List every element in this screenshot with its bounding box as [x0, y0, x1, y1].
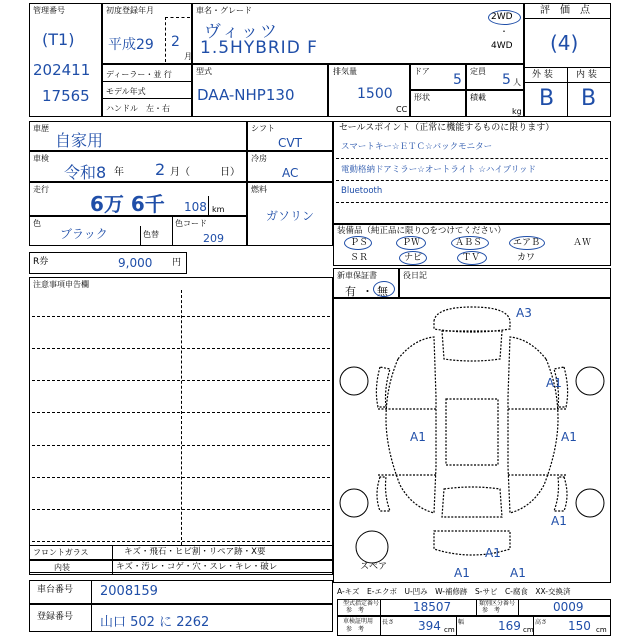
record-label: 役日記 — [403, 271, 427, 280]
selling-dash-3 — [336, 202, 608, 203]
color-sep2 — [172, 216, 173, 246]
notes-row-4 — [32, 412, 330, 413]
fuel-value: ガソリン — [266, 209, 315, 223]
height-unit: cm — [596, 626, 607, 634]
notes-row-7 — [32, 509, 330, 510]
plate-label: 登録番号 — [37, 612, 74, 622]
diagram-wheel-fr — [576, 367, 604, 395]
width-value: 169 — [498, 619, 521, 633]
diagram-rear-window — [442, 487, 502, 517]
mileage-value: 6万 6千 — [90, 192, 165, 216]
glass-label: フロントガラス — [33, 548, 89, 557]
eval-score: (4) — [550, 31, 579, 55]
width-label: 幅 — [458, 619, 465, 626]
model-year-label: モデル年式 — [106, 87, 146, 96]
spare-label: スペア — [360, 562, 388, 572]
notes-row-8 — [32, 541, 330, 542]
class-label: 類別区分番号 — [479, 600, 516, 607]
registration-label: 初度登録年月 — [106, 6, 154, 15]
dim-sep-2 — [456, 616, 457, 636]
aircon-value: AC — [282, 166, 299, 180]
registration-era: 平成29 — [108, 37, 154, 53]
class-sep2 — [518, 599, 519, 616]
selling-line-1: スマートキー☆ＥＴＣ☆バックモニター — [341, 142, 493, 152]
class-value: 0009 — [553, 600, 584, 614]
car-name-label: 車名・グレード — [196, 6, 252, 15]
inspection-era: 令和8 — [64, 163, 107, 182]
notes-row-2 — [32, 348, 330, 349]
registration-month: 2 — [171, 34, 180, 50]
equip-aw: ＡＷ — [573, 238, 592, 248]
damage-rear-bumper-1: A1 — [485, 546, 501, 560]
class-sep — [476, 599, 477, 616]
equip-abs-circle — [451, 236, 489, 250]
gloss-label: 色替 — [143, 230, 159, 239]
interior-note-value: キズ・汚レ・コゲ・穴・スレ・キレ・破レ — [116, 562, 278, 572]
diagram-front-bumper — [434, 307, 510, 332]
category-value: 自家用 — [55, 131, 104, 150]
damage-right-door: A1 — [561, 430, 577, 444]
shift-label: シフト — [251, 124, 275, 133]
diagram-wheel-fl — [340, 367, 368, 395]
recycle-value: 9,000 — [118, 256, 153, 270]
selling-label: セールスポイント（正常に機能するものに限ります） — [339, 123, 555, 133]
designation-label: 型式指定番号 — [343, 600, 380, 607]
reg-dash-v — [165, 17, 166, 62]
displacement-unit: CC — [396, 105, 408, 114]
handle-label: ハンドル 左・右 — [106, 104, 170, 113]
height-label: 高さ — [535, 619, 548, 626]
capacity-label: 定員 — [470, 67, 486, 76]
load-unit: kg — [512, 107, 522, 116]
damage-front-bumper: A3 — [516, 306, 532, 320]
dim-sep-1 — [380, 616, 381, 636]
doors-label: ドア — [414, 67, 430, 76]
selling-line-3: Bluetooth — [341, 186, 383, 196]
interior-grade: B — [581, 86, 597, 111]
displacement-label: 排気量 — [333, 67, 357, 76]
selling-dash-2 — [336, 180, 608, 181]
capacity-unit: 人 — [513, 78, 521, 87]
car-grade: 1.5HYBRID F — [200, 38, 318, 58]
equip-tv-circle — [457, 251, 487, 265]
recycle-box — [29, 252, 187, 274]
damage-legend: A-キズ E-エクボ U-凹み W-補修跡 S-サビ C-腐食 XX-交換済 — [337, 587, 571, 596]
notes-row-6 — [32, 477, 330, 478]
mileage-unit: km — [212, 205, 225, 214]
management-label: 管理番号 — [33, 6, 65, 15]
damage-rear-bumper-3: A1 — [510, 566, 526, 580]
equip-leather: カワ — [517, 253, 536, 263]
eval-sep3 — [567, 67, 568, 117]
registration-month-unit: 月 — [184, 52, 192, 61]
record-box — [399, 268, 611, 298]
interior-note-label: 内装 — [54, 563, 70, 572]
glass-value: キズ・飛石・ヒビ割・リペア跡・X要 — [124, 547, 266, 557]
mileage-small: 108 — [184, 200, 207, 214]
chassis-value: 2008159 — [100, 584, 158, 599]
damage-right-front: A1 — [546, 376, 562, 390]
damage-rear-bumper-2: A1 — [454, 566, 470, 580]
damage-right-rear: A1 — [551, 514, 567, 528]
equip-navi: ナビ — [404, 253, 423, 263]
aircon-label: 冷房 — [251, 154, 267, 163]
dealer-sep1 — [102, 81, 192, 82]
type-label: 型式 — [196, 67, 212, 76]
shift-value: CVT — [278, 136, 302, 150]
equip-navi-circle — [399, 251, 427, 265]
diagram-right-side — [508, 337, 558, 513]
diagram-right-fender-rear — [554, 477, 567, 511]
color-value: ブラック — [60, 227, 108, 241]
chassis-label: 車台番号 — [37, 585, 74, 595]
equip-sr: ＳＲ — [350, 253, 369, 263]
diagram-wheel-rl — [340, 489, 368, 517]
inspection-box — [29, 151, 247, 182]
equip-ps-circle — [344, 236, 372, 250]
lane-number: (T1) — [42, 30, 75, 49]
mileage-sep — [208, 196, 209, 216]
class-sub: 参 考 — [482, 607, 501, 614]
eval-sep4 — [524, 82, 611, 83]
notes-col-1 — [181, 290, 182, 545]
inspection-day-unit: 日） — [220, 167, 240, 178]
color-sep1 — [140, 226, 141, 246]
load-label: 積載 — [470, 93, 486, 102]
category-label: 車歴 — [33, 124, 49, 133]
recycle-label: R券 — [33, 257, 49, 267]
equip-pw-circle — [396, 236, 426, 250]
diagram-hood — [442, 331, 502, 361]
equip-airbag: エアＢ — [513, 238, 541, 248]
equip-tv: ＴＶ — [462, 253, 481, 263]
dimensions-label: 車検証明用 — [343, 618, 374, 625]
shape-label: 形状 — [414, 93, 430, 102]
chassis-box — [29, 580, 333, 604]
lot-number: 17565 — [42, 87, 90, 105]
designation-value: 18507 — [413, 600, 452, 614]
dimensions-sub: 参 考 — [346, 626, 365, 633]
diagram-left-fender-rear — [377, 477, 390, 511]
selling-dash-1 — [336, 158, 608, 159]
interior-label: 内 装 — [576, 70, 597, 80]
exterior-grade: B — [539, 86, 555, 111]
diagram-wheel-rr — [576, 489, 604, 517]
capacity-value: 5 — [502, 72, 511, 88]
car-name: ヴィッツ — [204, 22, 279, 42]
warranty-label: 新車保証書 — [337, 271, 377, 280]
recycle-unit: 円 — [172, 258, 182, 268]
inspection-year-unit: 年 — [114, 167, 124, 178]
damage-left-door: A1 — [410, 430, 426, 444]
drive-4wd: 4WD — [491, 41, 513, 51]
fuel-label: 燃料 — [251, 185, 267, 194]
inspection-month-unit: 月（ — [170, 167, 190, 178]
equip-pw: ＰＷ — [402, 238, 421, 248]
notes-label: 注意事項申告欄 — [33, 280, 89, 289]
eval-sep1 — [524, 18, 611, 19]
designation-sub: 参 考 — [346, 607, 365, 614]
height-value: 150 — [568, 619, 591, 633]
diagram-left-fender-front — [376, 367, 390, 407]
displacement-value: 1500 — [357, 86, 393, 102]
type-value: DAA-NHP130 — [197, 86, 295, 104]
dealer-sep2 — [102, 98, 192, 99]
diagram-left-side — [386, 337, 436, 513]
reg-dash-h — [165, 17, 190, 18]
diagram-spare-wheel — [356, 531, 388, 563]
equipment-label: 装備品（純正品に限り○をつけてください） — [337, 226, 506, 236]
doors-value: 5 — [453, 72, 462, 88]
dealer-label: ディーラー・並 行 — [106, 70, 172, 79]
length-value: 394 — [418, 619, 441, 633]
equip-abs: ＡＢＳ — [455, 238, 483, 248]
exterior-label: 外 装 — [532, 70, 553, 80]
inspection-month: 2 — [155, 160, 166, 179]
mileage-label: 走行 — [33, 185, 49, 194]
designation-sep — [380, 599, 381, 616]
notes-row-3 — [32, 380, 330, 381]
warranty-sep: ・ — [362, 285, 373, 298]
auction-date: 202411 — [33, 61, 91, 79]
warranty-no: 無 — [377, 285, 388, 298]
length-label: 長さ — [382, 619, 395, 626]
color-code: 209 — [203, 232, 224, 245]
dim-sep-3 — [533, 616, 534, 636]
width-unit: cm — [523, 626, 534, 634]
drive-sep: ・ — [500, 27, 508, 36]
warranty-no-circle — [373, 281, 395, 297]
diagram-roof — [446, 399, 498, 465]
eval-label: 評 価 点 — [540, 5, 590, 16]
notes-row-5 — [32, 445, 330, 446]
equip-airbag-circle — [509, 236, 545, 250]
plate-value: 山口 502 に 2262 — [100, 615, 210, 630]
notes-row-1 — [32, 316, 330, 317]
equip-ps: ＰＳ — [350, 238, 369, 248]
color-label: 色 — [33, 219, 41, 228]
inspection-label: 車検 — [33, 154, 49, 163]
selling-line-2: 電動格納ドアミラー☆オートライト ☆ハイブリッド — [341, 165, 536, 175]
drive-2wd: 2WD — [491, 12, 513, 22]
length-unit: cm — [444, 626, 455, 634]
color-code-label: 色コード — [175, 219, 207, 228]
warranty-yes: 有 — [345, 285, 356, 298]
